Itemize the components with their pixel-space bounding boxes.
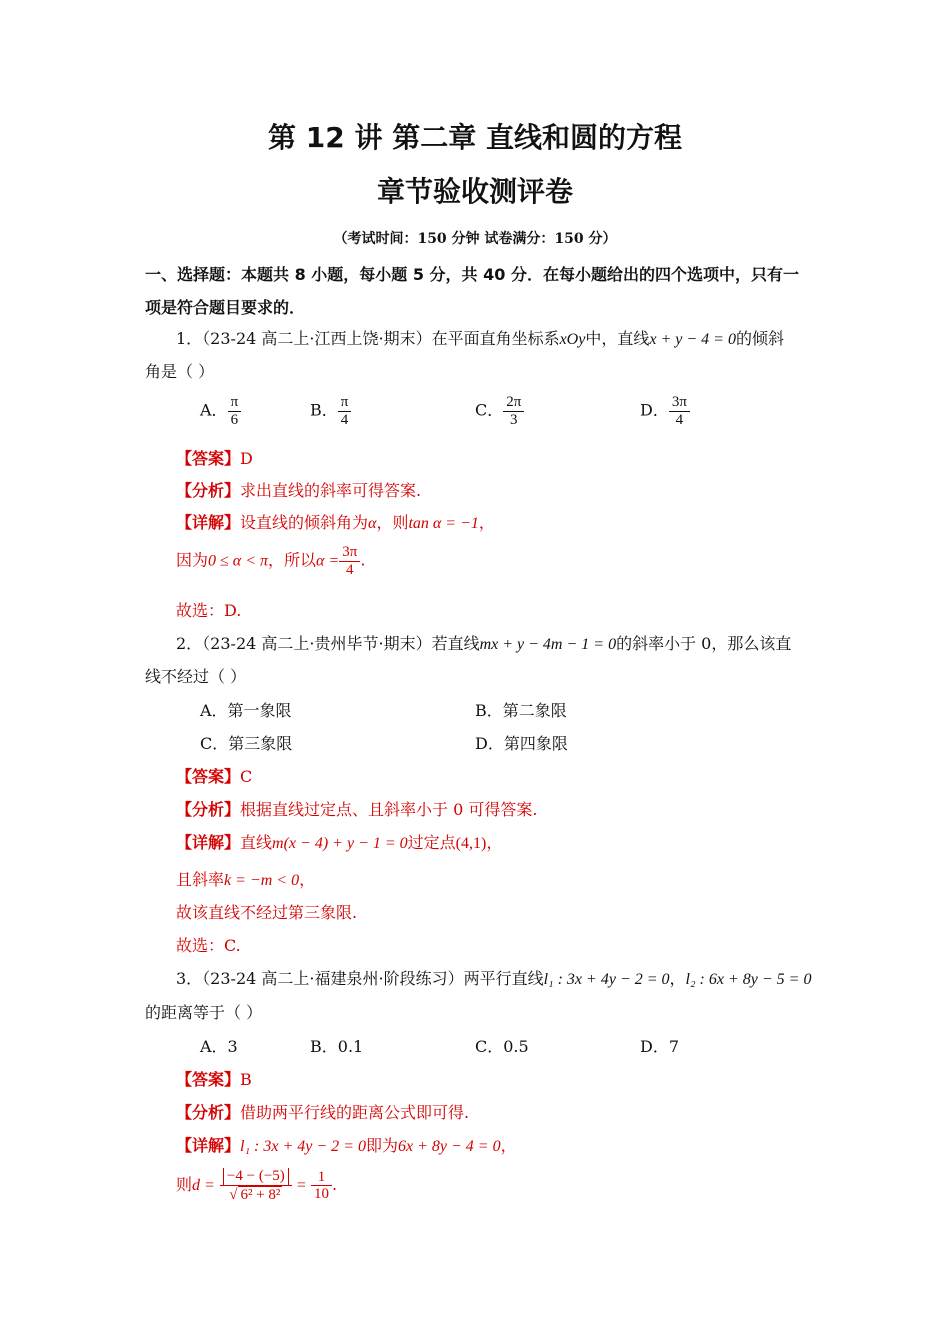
q3-stem-line2: 的距离等于（ ）: [145, 1003, 263, 1022]
q1-stem-line2: 角是（ ）: [145, 362, 215, 381]
q3-option-d: D．7: [640, 1037, 680, 1056]
q1-option-b: B． $\frac{\pi}{4}$: [310, 394, 351, 428]
q1-option-c: C． $\frac{2\pi}{3}$: [475, 394, 524, 428]
q1-selection: 故选：D.: [176, 601, 242, 620]
q2-option-b: B．第二象限: [475, 701, 567, 720]
q2-detail-line2: 且斜率k = −m < 0，: [176, 870, 316, 889]
q1-option-d: D． $\frac{3\pi}{4}$: [640, 394, 690, 428]
q3-detail: 【详解】l₁ : 3x + 4y − 2 = 0即为6x + 8y − 4 = 0，: [176, 1136, 517, 1155]
page-subtitle: 章节验收测评卷: [376, 175, 573, 208]
section-heading-line1: 一、选择题：本题共 8 小题，每小题 5 分，共 40 分．在每小题给出的四个选项中，只有一: [145, 265, 799, 284]
q1-analysis: 【分析】求出直线的斜率可得答案.: [176, 481, 422, 500]
q2-option-a: A．第一象限: [200, 701, 292, 720]
q2-selection: 故选：C.: [176, 936, 241, 955]
q2-option-c: C．第三象限: [200, 734, 293, 753]
q3-analysis: 【分析】借助两平行线的距离公式即可得.: [176, 1103, 470, 1122]
q2-answer: 【答案】C: [176, 767, 253, 786]
page-title: 第 12 讲 第二章 直线和圆的方程: [268, 121, 682, 154]
q1-option-a: A． $\frac{\pi}{6}$: [200, 394, 241, 428]
q3-detail-line2: 则d = $\frac{-4 - (-5)}{\text{√ 6² + 8²}}$ = $\frac{1}{10}$ .: [176, 1168, 338, 1203]
q2-detail-line3: 故该直线不经过第三象限.: [176, 903, 358, 922]
q2-detail: 【详解】直线m(x − 4) + y − 1 = 0过定点(4,1)，: [176, 833, 503, 852]
q2-analysis: 【分析】根据直线过定点、且斜率小于 0 可得答案.: [176, 800, 538, 819]
q2-option-d: D．第四象限: [475, 734, 568, 753]
q1-stem: 1．（23-24 高二上·江西上饶·期末）在平面直角坐标系xOy中，直线x + y − 4 = 0的倾斜: [176, 329, 784, 348]
q2-stem-line2: 线不经过（ ）: [145, 667, 247, 686]
section-heading-line2: 项是符合题目要求的．: [145, 298, 306, 317]
exam-info: （考试时间：150 分钟 试卷满分：150 分）: [333, 231, 617, 247]
q1-detail-line2: 因为0 ≤ α < π，所以α = $\frac{3\pi}{4}$ .: [176, 544, 366, 578]
q1-answer: 【答案】D: [176, 449, 253, 468]
q1-detail: 【详解】设直线的倾斜角为α，则tan α = −1，: [176, 513, 495, 532]
q3-option-c: C．0.5: [475, 1037, 529, 1056]
q3-option-a: A．3: [200, 1037, 238, 1056]
q3-stem: 3．（23-24 高二上·福建泉州·阶段练习）两平行直线l₁ : 3x + 4y − 2 = 0，l₂ : 6x + 8y − 5 = 0: [176, 969, 812, 988]
q3-answer: 【答案】B: [176, 1070, 252, 1089]
q3-option-b: B．0.1: [310, 1037, 364, 1056]
q2-stem: 2．（23-24 高二上·贵州毕节·期末）若直线mx + y − 4m − 1 = 0的斜率小于 0，那么该直: [176, 634, 792, 653]
